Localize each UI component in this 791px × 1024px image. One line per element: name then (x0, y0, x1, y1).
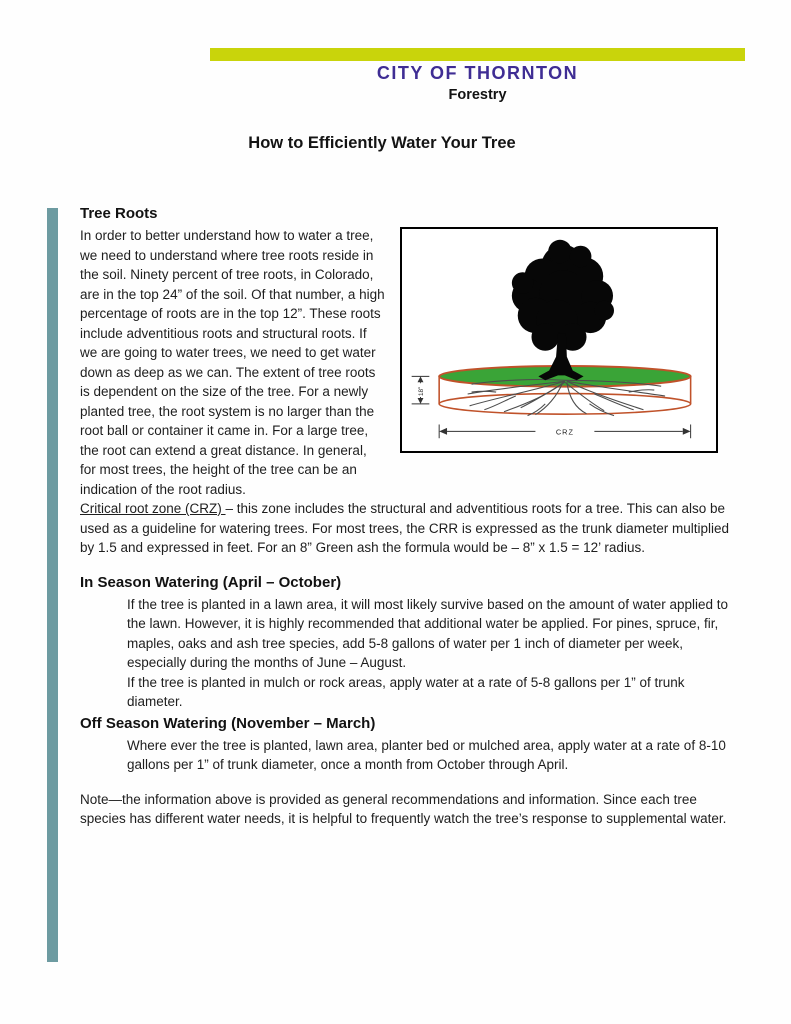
crz-term-underlined: Critical root zone (CRZ) (80, 501, 226, 516)
crz-diagram-svg (402, 229, 716, 451)
crz-span-label: CRZ (555, 427, 574, 437)
left-accent-bar (47, 208, 58, 962)
section-heading-off-season: Off Season Watering (November – March) (80, 714, 376, 732)
document-title: How to Efficiently Water Your Tree (248, 134, 516, 152)
crz-definition: – this zone includes the structural and adventitious roots for a tree. This can also be used as a guideline for watering trees. For most trees, the CRR is expressed as the trunk diameter multiplied by 1.5 and expressed in feet. For an 8” Green ash the formula would be – 8” x 1.5 = 12’ radius. (80, 501, 730, 555)
in-season-paragraph-1: If the tree is planted in a lawn area, it will most likely survive based on the amount of water applied to the lawn. However, it is highly recommended that additional water be applied. For pines, spruce, fir, maples, oaks and ash tree species, add 5-8 gallons of water per 1 inch of diameter per week, especially during the months of June – August. (127, 596, 729, 670)
org-name: CITY OF THORNTON (376, 63, 579, 83)
crz-paragraph (80, 499, 731, 558)
depth-label: 18” (417, 386, 425, 396)
in-season-paragraph-2: If the tree is planted in mulch or rock areas, apply water at a rate of 5-8 gallons per 1” of trunk diameter. (127, 674, 685, 709)
depth-arrow-up (418, 376, 424, 382)
department-name: Forestry (448, 87, 507, 103)
section-heading-tree-roots: Tree Roots (80, 205, 158, 222)
tree-roots-paragraph: In order to better understand how to water a tree, we need to understand where tree roots reside in the soil. Ninety percent of tree roots, in Colorado, are in the top 24” of the soil. Of that number, a high percentage of roots are in the top 12”. These roots include adventitious roots and structural roots. If we are going to water trees, we need to get water down as deep as we can. The extent of tree roots is dependent on the size of the tree. For a newly planted tree, the root system is no larger than the root ball or container it came in. For a large tree, the root can extend a great distance. In general, for most trees, the height of the tree can be an indication of the root radius. (80, 228, 385, 497)
section-heading-in-season: In Season Watering (April – October) (80, 573, 342, 591)
critical-root-zone-diagram (400, 227, 718, 453)
note-paragraph: Note—the information above is provided as general recommendations and information. Since each tree species has different water needs, it is helpful to frequently watch the tree’s response to supplemental water. (80, 791, 727, 826)
document-body (80, 204, 731, 829)
crz-arrow-left (439, 428, 447, 435)
accent-bar (210, 48, 745, 61)
off-season-paragraph: Where ever the tree is planted, lawn area, planter bed or mulched area, apply water at a rate of 8-10 gallons per 1” of trunk diameter, once a month from October through April. (127, 737, 726, 772)
depth-arrow-down (418, 398, 424, 404)
crz-arrow-right (683, 428, 691, 435)
tree-silhouette (512, 240, 614, 380)
